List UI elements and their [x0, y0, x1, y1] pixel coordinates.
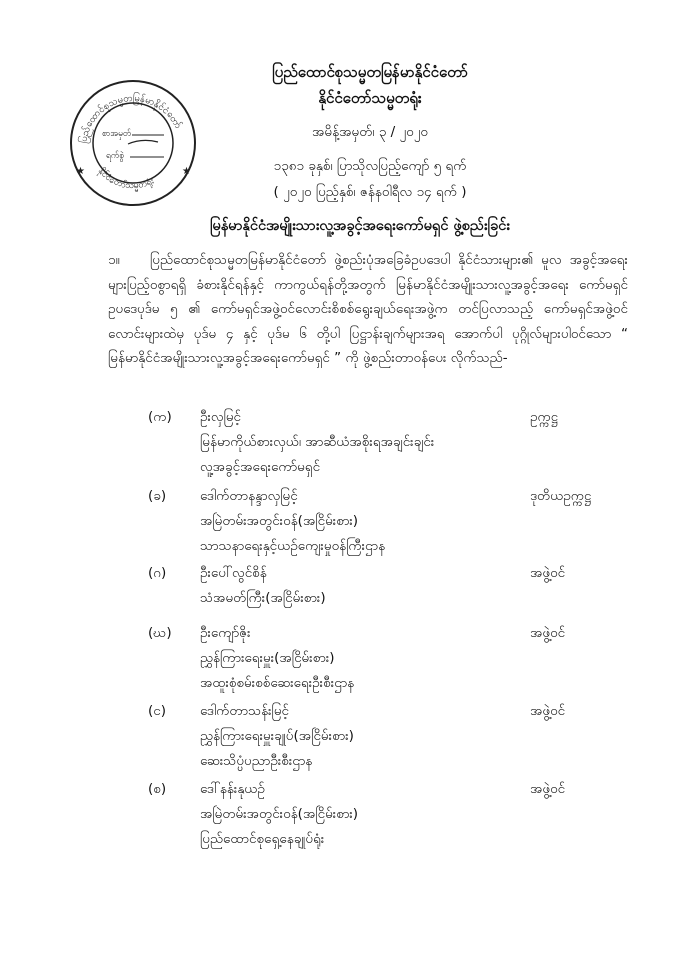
member-position: သံအမတ်ကြီး(အငြိမ်းစား) — [200, 590, 326, 606]
member-name: ဒေါက်တာနန္ဒာလှမြင့် — [200, 488, 298, 504]
member-position: ညွှန်ကြားရေးမှူးချုပ်(အငြိမ်းစား) — [200, 728, 354, 744]
header-line-2: နိုင်ငံတော်သမ္မတရုံး — [318, 89, 422, 107]
member-position: ဆေးသိပ္ပံပညာဦးစီးဌာန — [200, 753, 313, 769]
paragraph-1 — [108, 248, 628, 371]
member-mark: (စ) — [148, 781, 167, 797]
member-position: လူ့အခွင့်အရေးကော်မရှင် — [200, 459, 321, 475]
office-seal — [68, 78, 198, 208]
member-mark: (င) — [148, 703, 167, 719]
svg-text:★: ★ — [76, 166, 85, 177]
member-mark: (ဃ) — [148, 625, 172, 641]
gregorian-date: ( ၂၀၂၀ ပြည့်နှစ်၊ ဇန်နဝါရီလ ၁၄ ရက် ) — [273, 184, 467, 200]
member-mark: (ဂ) — [148, 565, 167, 581]
seal-field-doc-no: စာအမှတ် — [102, 129, 132, 139]
member-role: အဖွဲ့ဝင် — [530, 781, 566, 797]
member-position: ညွှန်ကြားရေးမှူး(အငြိမ်းစား) — [200, 650, 335, 666]
member-position: အမြဲတမ်းအတွင်းဝန်(အငြိမ်းစား) — [200, 806, 359, 822]
header-line-1: ပြည်ထောင်စုသမ္မတမြန်မာနိုင်ငံတော် — [272, 63, 468, 81]
myanmar-date: ၁၃၈၁ ခုနှစ်၊ ပြာသိုလပြည့်ကျော် ၅ ရက် — [273, 158, 467, 174]
paragraph-number: ၁။ — [108, 252, 120, 268]
paragraph-text: ပြည်ထောင်စုသမ္မတမြန်မာနိုင်ငံတော် ဖွဲ့စည်းပုံအခြေခံဥပဒေပါ နိုင်ငံသားများ၏ မူလ အခွင့်အရေးများပြည့်ဝစွာရရှိ ခံစားနိုင်ရန်နှင့် ကာကွယ်ရန်တို့အတွက် မြန်မာနိုင်ငံအမျိုးသားလူ့အခွင့်အရေး ကော်မရှင်ဥပဒေပုဒ်မ ၅ ၏ ကော်မရှင်အဖွဲ့ဝင်လောင်းစိစစ်ရွေးချယ်ရေးအဖွဲ့က တင်ပြလာသည့် ကော်မရှင်အဖွဲ့ဝင်လောင်းများထဲမှ ပုဒ်မ ၄ နှင့် ပုဒ်မ ၆ တို့ပါ ပြဋ္ဌာန်းချက်များအရ အောက်ပါ ပုဂ္ဂိုလ်များပါဝင်သော “ မြန်မာနိုင်ငံအမျိုးသားလူ့အခွင့်အရေးကော်မရှင် ” ကို ဖွဲ့စည်းတာဝန်ပေး လိုက်သည်- — [108, 252, 628, 366]
member-role: ဥက္ကဋ္ဌ — [530, 409, 559, 425]
member-name: ဒေါက်တာသန်းမြင့် — [200, 703, 290, 719]
member-role: ဒုတိယဥက္ကဋ္ဌ — [530, 488, 592, 504]
order-number: အမိန့်အမှတ်၊ ၃ / ၂၀၂၀ — [312, 124, 428, 140]
svg-text:★: ★ — [182, 166, 191, 177]
member-name: ဦးလှမြင့် — [200, 409, 242, 425]
document-title: မြန်မာနိုင်ငံအမျိုးသားလူ့အခွင့်အရေးကော်မရှင် ဖွဲ့စည်းခြင်း — [210, 218, 510, 234]
seal-field-date: ရက်စွဲ — [106, 151, 124, 161]
member-mark: (ခ) — [148, 488, 167, 504]
member-role: အဖွဲ့ဝင် — [530, 625, 566, 641]
member-role: အဖွဲ့ဝင် — [530, 565, 566, 581]
member-name: ဒေါ်နန်းနုယဉ် — [200, 781, 265, 797]
member-position: အထူးစုံစမ်းစစ်ဆေးရေးဦးစီးဌာန — [200, 675, 355, 691]
member-name: ဦးကျော်ဇိုး — [200, 625, 251, 641]
member-role: အဖွဲ့ဝင် — [530, 703, 566, 719]
svg-text:နိုင်ငံတော်သမ္မတရုံး: နိုင်ငံတော်သမ္မတရုံး — [95, 166, 156, 192]
svg-text:ပြည်ထောင်စုသမ္မတမြန်မာနိုင်ငံတ: ပြည်ထောင်စုသမ္မတမြန်မာနိုင်ငံတော် — [78, 92, 184, 145]
member-position: ပြည်ထောင်စုရှေ့နေချုပ်ရုံး — [200, 831, 325, 847]
member-name: ဦးပေါ်လွင်စိန် — [200, 565, 267, 581]
member-position: သာသနာရေးနှင့်ယဉ်ကျေးမှုဝန်ကြီးဌာန — [200, 538, 386, 554]
member-position: မြန်မာကိုယ်စားလှယ်၊ အာဆီယံအစိုးရအချင်းချင်း — [200, 434, 435, 450]
member-position: အမြဲတမ်းအတွင်းဝန်(အငြိမ်းစား) — [200, 513, 359, 529]
member-mark: (က) — [148, 409, 172, 425]
